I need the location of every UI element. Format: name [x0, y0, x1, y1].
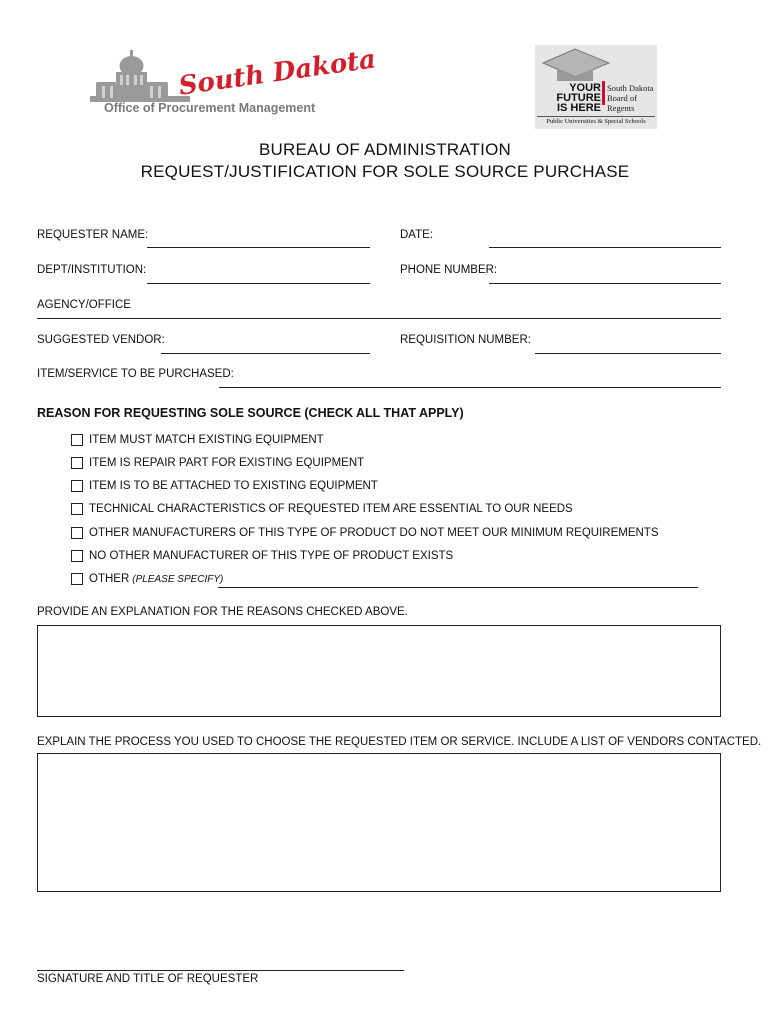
tagline-line-2: FUTURE	[556, 92, 601, 104]
reason-checkbox[interactable]	[71, 457, 83, 469]
reason-option[interactable]	[71, 548, 453, 564]
tagline-line-1: YOUR	[569, 82, 601, 94]
reason-checkbox[interactable]	[71, 503, 83, 515]
dept-institution-field[interactable]	[147, 283, 370, 284]
logo-exclaim	[602, 81, 605, 105]
logo-script-text: South Dakota	[176, 44, 378, 102]
other-specify-field[interactable]	[218, 587, 698, 588]
form-title-line-1: BUREAU OF ADMINISTRATION	[259, 140, 511, 159]
reason-checkbox[interactable]	[71, 480, 83, 492]
agency-office-label: AGENCY/OFFICE	[37, 299, 131, 311]
reason-checkbox[interactable]	[71, 550, 83, 562]
tagline-line-3: IS HERE	[556, 102, 601, 114]
reason-checkbox[interactable]	[71, 573, 83, 585]
signature-field[interactable]	[37, 970, 404, 971]
date-field[interactable]	[489, 247, 721, 248]
reason-other-hint: (PLEASE SPECIFY)	[132, 573, 224, 585]
reason-option[interactable]	[71, 455, 364, 471]
logo-caption: Office of Procurement Management	[104, 101, 316, 115]
explanation-textarea[interactable]	[37, 625, 721, 717]
requisition-number-label: REQUISITION NUMBER:	[400, 334, 531, 346]
reason-label: TECHNICAL CHARACTERISTICS OF REQUESTED ITEM ARE ESSENTIAL TO OUR NEEDS	[89, 503, 573, 515]
explanation-label: PROVIDE AN EXPLANATION FOR THE REASONS CHECKED ABOVE.	[37, 606, 408, 618]
reason-option[interactable]	[71, 525, 659, 541]
process-label: EXPLAIN THE PROCESS YOU USED TO CHOOSE THE REQUESTED ITEM OR SERVICE. INCLUDE A LIST OF VENDORS CONTACTED.	[37, 736, 762, 748]
reason-label: NO OTHER MANUFACTURER OF THIS TYPE OF PRODUCT EXISTS	[89, 550, 454, 562]
item-service-label: ITEM/SERVICE TO BE PURCHASED:	[37, 368, 234, 380]
reason-label: ITEM IS TO BE ATTACHED TO EXISTING EQUIPMENT	[89, 480, 378, 492]
reason-label: ITEM MUST MATCH EXISTING EQUIPMENT	[89, 434, 324, 446]
suggested-vendor-label: SUGGESTED VENDOR:	[37, 334, 165, 346]
suggested-vendor-field[interactable]	[161, 353, 370, 354]
form-title-line-2: REQUEST/JUSTIFICATION FOR SOLE SOURCE PURCHASE	[140, 162, 630, 181]
reason-option[interactable]	[71, 501, 573, 517]
process-textarea[interactable]	[37, 753, 721, 892]
reason-other-label: OTHER	[89, 573, 130, 585]
requisition-number-field[interactable]	[535, 353, 721, 354]
logo-footer: Public Universities & Special Schools	[537, 116, 655, 125]
board-of-regents-logo	[535, 45, 657, 129]
reasons-heading: REASON FOR REQUESTING SOLE SOURCE (CHECK ALL THAT APPLY)	[37, 406, 464, 420]
reason-label: OTHER MANUFACTURERS OF THIS TYPE OF PRODUCT DO NOT MEET OUR MINIMUM REQUIREMENTS	[89, 527, 659, 539]
org-line-1: South Dakota	[607, 83, 654, 93]
reason-option[interactable]	[71, 478, 378, 494]
south-dakota-logo	[90, 44, 378, 118]
phone-number-label: PHONE NUMBER:	[400, 264, 498, 276]
item-service-field[interactable]	[219, 387, 721, 388]
reason-checkbox[interactable]	[71, 527, 83, 539]
dept-institution-label: DEPT/INSTITUTION:	[37, 264, 147, 276]
logo-tagline	[539, 83, 601, 113]
org-line-2: Board of	[607, 93, 637, 103]
requester-name-field[interactable]	[147, 247, 370, 248]
agency-office-field[interactable]	[37, 318, 721, 319]
logo-org-name	[607, 83, 654, 113]
reason-checkbox[interactable]	[71, 434, 83, 446]
date-label: DATE:	[400, 229, 434, 241]
signature-label: SIGNATURE AND TITLE OF REQUESTER	[37, 973, 259, 985]
reason-label: ITEM IS REPAIR PART FOR EXISTING EQUIPMENT	[89, 457, 365, 469]
phone-number-field[interactable]	[489, 283, 721, 284]
org-line-3: Regents	[607, 103, 635, 113]
reason-option[interactable]	[71, 432, 324, 448]
requester-name-label: REQUESTER NAME:	[37, 229, 149, 241]
reason-option-other[interactable]	[71, 571, 223, 587]
